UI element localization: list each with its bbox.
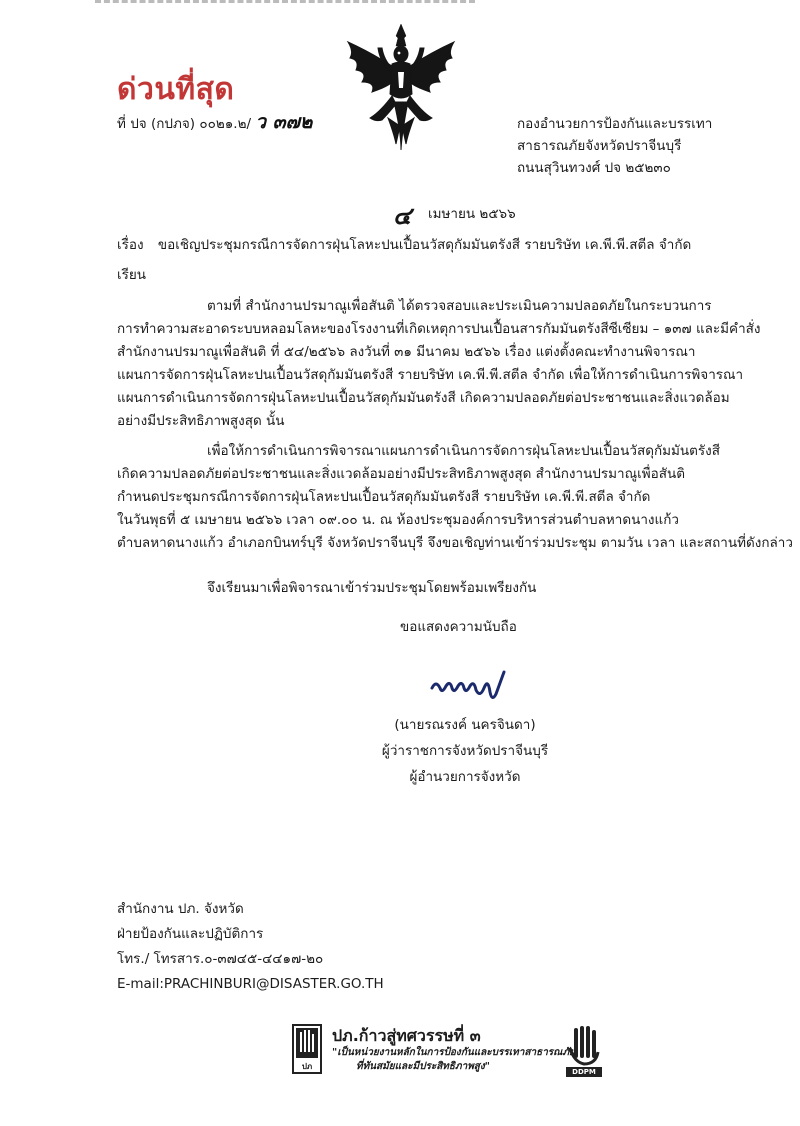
signatory-role: ผู้อำนวยการจังหวัด (409, 769, 521, 785)
paragraph-line: ตำบลหาดนางแก้ว อำเภอกบินทร์บุรี จังหวัดปราจีนบุรี จึงขอเชิญท่านเข้าร่วมประชุม ตามวัน เวลา และสถานที่ดังกล่าว (117, 535, 793, 551)
slogan-text (332, 1046, 575, 1074)
salutation: เรียน (117, 267, 147, 283)
ddpm-hand-logo-icon (292, 1024, 322, 1074)
contact-email: E-mail:PRACHINBURI@DISASTER.GO.TH (117, 976, 384, 992)
subject-label: เรื่อง (117, 237, 144, 253)
left-logo-text: ปภ (301, 1062, 313, 1071)
urgency-label: ด่วนที่สุด (117, 72, 235, 107)
reference-handwritten: ว ๓๗๒ (255, 111, 313, 133)
issuer-line: สาธารณภัยจังหวัดปราจีนบุรี (517, 138, 682, 154)
date-day-handwritten: ๔ (393, 202, 412, 230)
signature-image (428, 668, 510, 706)
reference-prefix: ที่ ปจ (กปภจ) ๐๐๒๑.๒/ (117, 116, 252, 132)
closing-salutation: ขอแสดงความนับถือ (400, 619, 517, 635)
slogan-line: ที่ทันสมัยและมีประสิทธิภาพสูง" (356, 1061, 490, 1072)
paragraph-line: สำนักงานปรมาณูเพื่อสันติ ที่ ๕๔/๒๕๖๖ ลงวันที่ ๓๑ มีนาคม ๒๕๖๖ เรื่อง แต่งตั้งคณะทำงานพิจารณา (117, 344, 696, 360)
paragraph-line: เพื่อให้การดำเนินการพิจารณาแผนการดำเนินการจัดการฝุ่นโลหะปนเปื้อนวัสดุกัมมันตรังสี (207, 443, 721, 459)
paragraph-line: กำหนดประชุมกรณีการจัดการฝุ่นโลหะปนเปื้อนวัสดุกัมมันตรังสี รายบริษัท เค.พี.พี.สตีล จำกัด (117, 489, 651, 505)
contact-phone: โทร./ โทรสาร.๐-๓๗๔๕-๔๔๑๗-๒๐ (117, 951, 324, 967)
contact-division: ฝ่ายป้องกันและปฏิบัติการ (117, 926, 264, 942)
signatory-block (375, 712, 555, 790)
paragraph-line: ตามที่ สำนักงานปรมาณูเพื่อสันติ ได้ตรวจสอบและประเมินความปลอดภัยในกระบวนการ (207, 298, 712, 314)
slogan-title: ปภ.ก้าวสู่ทศวรรษที่ ๓ (332, 1026, 481, 1045)
paragraph-line: การทำความสะอาดระบบหลอมโลหะของโรงงานที่เกิดเหตุการปนเปื้อนสารกัมมันตรังสีซีเซียม – ๑๓๗ และมีคำสั่ง (117, 321, 761, 337)
subject-text: ขอเชิญประชุมกรณีการจัดการฝุ่นโลหะปนเปื้อนวัสดุกัมมันตรังสี รายบริษัท เค.พี.พี.สตีล จำกัด (157, 237, 692, 253)
slogan-line: "เป็นหน่วยงานหลักในการป้องกันและบรรเทาสาธารณภัย (332, 1047, 575, 1058)
paragraph-line: แผนการจัดการฝุ่นโลหะปนเปื้อนวัสดุกัมมันตรังสี รายบริษัท เค.พี.พี.สตีล จำกัด เพื่อให้การดำเนินการพิจารณา (117, 367, 744, 383)
subject-line (117, 235, 691, 255)
issuer-line: ถนนสุวินทวงศ์ ปจ ๒๕๒๓๐ (517, 160, 671, 176)
contact-block (117, 897, 384, 997)
date-month-year: เมษายน ๒๕๖๖ (428, 206, 516, 222)
paragraph-line: แผนการดำเนินการจัดการฝุ่นโลหะปนเปื้อนวัสดุกัมมันตรังสี เกิดความปลอดภัยต่อประชาชนและสิ่งแวดล้อม (117, 390, 730, 406)
body-paragraph-1 (117, 295, 761, 433)
paragraph-line: ในวันพุธที่ ๕ เมษายน ๒๕๖๖ เวลา ๐๙.๐๐ น. ณ ห้องประชุมองค์การบริหารส่วนตำบลหาดนางแก้ว (117, 512, 679, 528)
right-logo-text: DDPM (566, 1067, 602, 1077)
contact-office: สำนักงาน ปภ. จังหวัด (117, 901, 244, 917)
signatory-name: (นายรณรงค์ นครจินดา) (394, 717, 536, 733)
garuda-emblem-icon (340, 22, 462, 154)
issuer-line: กองอำนวยการป้องกันและบรรเทา (517, 116, 713, 132)
ddpm-emblem-icon (566, 1026, 602, 1078)
paragraph-line: อย่างมีประสิทธิภาพสูงสุด นั้น (117, 413, 285, 429)
closing-request: จึงเรียนมาเพื่อพิจารณาเข้าร่วมประชุมโดยพร้อมเพรียงกัน (207, 580, 537, 596)
top-edge-artifact (95, 0, 475, 9)
body-paragraph-2 (117, 440, 793, 555)
issuer-address (517, 113, 712, 179)
paragraph-line: เกิดความปลอดภัยต่อประชาชนและสิ่งแวดล้อมอย่างมีประสิทธิภาพสูงสุด สำนักงานปรมาณูเพื่อสันติ (117, 466, 685, 482)
signatory-position: ผู้ว่าราชการจังหวัดปราจีนบุรี (381, 743, 549, 759)
reference-number (117, 112, 312, 134)
